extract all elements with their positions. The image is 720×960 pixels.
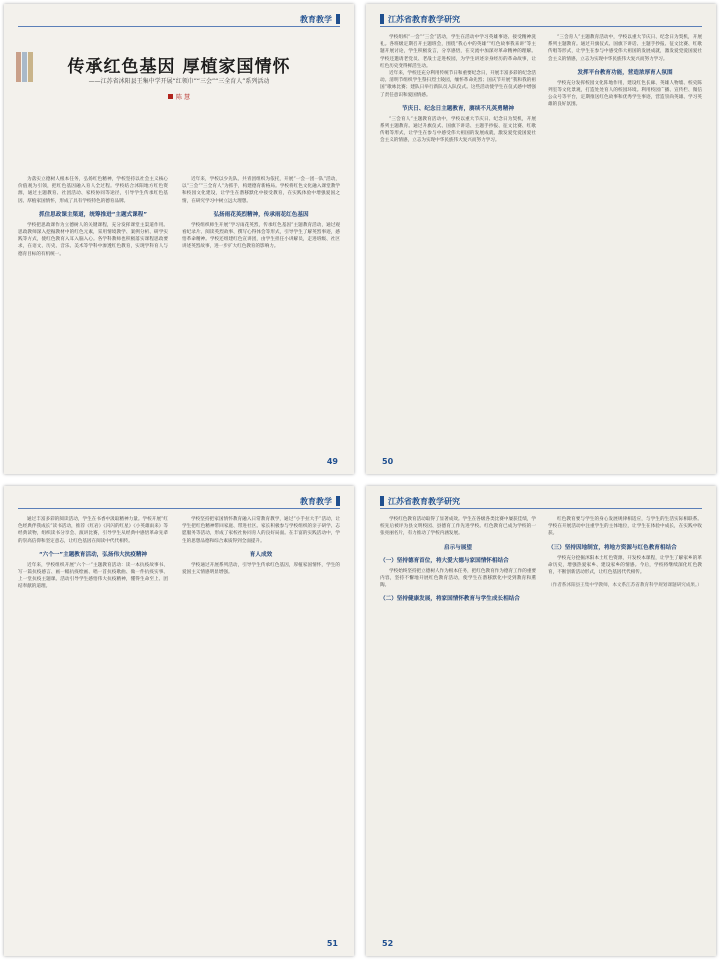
page-49 <box>4 4 354 474</box>
body-paragraph: 学校坚持把家国情怀教育融入日常教育教学，通过“小手拉大手”活动，让学生把红色精神带回家庭、带进社区。家长积极参与学校组织的亲子研学、志愿服务等活动，形成了家校社协同育人的良好局面。在丰富的实践活动中，学生的思想品德和综合素质得到全面提升。 <box>182 517 340 544</box>
page-number: 49 <box>326 457 338 466</box>
page-header <box>380 494 460 508</box>
column-right <box>182 516 340 576</box>
subsection-heading: （二）坚持健康发展，将家国情怀教育与学生成长相结合 <box>380 596 520 603</box>
section-paragraph: 学校通过开展系列活动，引导学生传承红色基因，厚植家国情怀，学生的爱国主义情感明显增强。 <box>182 562 340 576</box>
column-left <box>18 176 168 258</box>
section-paragraph: 近年来，学校组织开展“六个一”主题教育活动：读一本抗疫故事书、写一篇抗疫感言、画一幅抗疫绘画、唱一首抗疫歌曲、做一件抗疫实事、上一堂抗疫主题课。活动引导学生感悟伟大抗疫精神，懂得生命至上、团结奉献的道理。 <box>18 562 168 590</box>
page-number: 50 <box>382 457 394 466</box>
page-number: 51 <box>326 939 338 948</box>
page-header <box>380 12 460 26</box>
subsection-heading: （一）坚持德育首位，将大爱大德与家国情怀相结合 <box>380 557 509 564</box>
section-heading: 育人成效 <box>249 551 273 558</box>
section-heading: 启示与展望 <box>444 544 472 551</box>
body-paragraph: 学校组织“一会”“三会”活动，学生在活动中学习英雄事迹、接受精神洗礼。各班级定期召开主题班会，围绕“我心中的英雄”“红色故事我来讲”等主题开展讨论，学生积极发言，分享感悟，在交流中加深对革命精神的理解。学校还邀请老党员、老战士走进校园，为学生讲述亲身经历的革命故事，让红色历史变得鲜活生动。 <box>380 35 536 69</box>
column-left <box>18 516 168 591</box>
page-header <box>300 12 340 26</box>
body-paragraph: 通过丰富多彩的阅读活动，学生在书香中汲取精神力量。学校开展“红色经典伴我成长”读书活动，推荐《红岩》《闪闪的红星》《小英雄雨来》等经典读物，组织读书分享会、演讲比赛，引导学生从经典中感悟革命先辈的崇高信仰和坚定意志，让红色基因在阅读中代代相传。 <box>18 517 168 544</box>
header-label: 教育教学 <box>300 14 332 24</box>
section-paragraph: 学校组织师生开展“学习雨花英烈，传承红色基因”主题教育活动，通过观看纪录片、阅读英烈故事、撰写心得体会等形式，引导学生了解英烈事迹，感悟革命精神。学校还组建红色宣讲团，由学生担任小讲解员，走进班级、社区讲述英烈故事，进一步扩大红色教育的影响力。 <box>182 222 340 250</box>
column-left <box>380 34 536 145</box>
article-title: 传承红色基因 厚植家国情怀 <box>67 57 291 77</box>
body-paragraph: 学校始终坚持把立德树人作为根本任务，把红色教育作为德育工作的重要内容，坚持不懈地开展红色教育活动，使学生在潜移默化中受到教育和熏陶。 <box>380 568 537 589</box>
section-heading: “六个一”主题教育活动，弘扬伟大抗疫精神 <box>38 551 148 558</box>
body-paragraph: 学校红色教育活动取得了显著成效。学生在各级各类比赛中屡获佳绩，学校先后被评为县文明校园、县德育工作先进学校。红色教育已成为学校的一张亮丽名片，有力推动了学校内涵发展。 <box>380 517 537 537</box>
page-50 <box>366 4 716 474</box>
column-right <box>548 516 702 589</box>
section-paragraph: 学校充分发挥校园文化阵地作用，建设红色长廊、英雄人物墙、校史陈列室等文化景观，打造处处育人的校园环境。利用校园广播、宣传栏、微信公众号等平台，定期推送红色故事和优秀学生事迹，营造崇尚英雄、学习英雄的良好氛围。 <box>548 80 702 108</box>
header-bar-icon <box>336 496 340 506</box>
body-paragraph: 近年来，学校以少先队、共青团组织为依托，开展“一会一团一队”活动，以“三会”“三全育人”为抓手，构建德育新格局。学校将红色文化融入课堂教学和校园文化建设，让学生在潜移默化中接受教育，在实践体验中增强爱国之情，在研究学习中树立远大理想。 <box>182 177 340 204</box>
header-rule <box>380 26 702 27</box>
column-right <box>548 34 702 109</box>
article-subtitle: ——江苏省沭阳县王集中学开展“红领巾”“三会”“三全育人”系列活动 <box>88 78 270 85</box>
intro-paragraph: 为落实立德树人根本任务，弘扬红色精神，学校坚持以社会主义核心价值观为引领，把红色基因融入育人全过程。学校结合沭阳地方红色资源，通过主题教育、社团活动、家校协同等途径，引导学生传承红色基因、厚植家国情怀，形成了具有学校特色的德育品牌。 <box>18 177 168 204</box>
page-51 <box>4 486 354 956</box>
body-paragraph: 近年来，学校还充分利用传统节日和重要纪念日，开展丰富多彩的纪念活动。清明节组织学生祭扫烈士陵园，缅怀革命先烈；国庆节开展“我和我的祖国”歌咏比赛；建队日举行新队员入队仪式。这些活动使学生在仪式感中增强了责任意识和爱国情感。 <box>380 71 537 98</box>
subsection-heading: （三）坚持因地制宜，将地方资源与红色教育相结合 <box>548 544 677 551</box>
section-heading: 节庆日、纪念日主题教育，赓续不凡英勇精神 <box>402 105 514 112</box>
header-bar-icon <box>380 14 384 24</box>
header-label: 江苏省教育教学研究 <box>388 14 460 24</box>
page-52 <box>366 486 716 956</box>
author-note: （作者系沭阳县王集中学教师，本文系江苏省教育科学规划课题研究成果。） <box>548 583 702 589</box>
page-number: 52 <box>382 939 394 948</box>
page-header <box>300 494 340 508</box>
body-paragraph: “三会育人”主题教育活动中，学校以重大节庆日、纪念日为契机，开展系列主题教育。通过升旗仪式、国旗下讲话、主题手抄报、征文比赛、红歌传唱等形式，让学生在参与中感受伟大祖国的发展成就，激发爱党爱国爱社会主义的情感，立志为实现中华民族伟大复兴而努力学习。 <box>548 35 702 62</box>
author-square-icon <box>168 94 173 99</box>
article-author: 陈 慧 <box>4 92 354 101</box>
column-right <box>182 176 340 251</box>
header-bar-icon <box>380 496 384 506</box>
header-label: 江苏省教育教学研究 <box>388 496 460 506</box>
header-bar-icon <box>336 14 340 24</box>
header-rule <box>380 508 702 509</box>
header-label: 教育教学 <box>300 496 332 506</box>
section-paragraph: “三会育人”主题教育活动中，学校以重大节庆日、纪念日为契机，开展系列主题教育。通过升旗仪式、国旗下讲话、主题手抄报、征文比赛、红歌传唱等形式，让学生在参与中感受伟大祖国的发展成就，激发爱党爱国爱社会主义的情感，立志为实现中华民族伟大复兴而努力学习。 <box>380 116 536 144</box>
section-heading: 发挥平台教育功能，营造浓厚育人氛围 <box>577 69 673 76</box>
body-paragraph: 学校充分挖掘沭阳本土红色资源，开发校本课程，让学生了解家乡的革命历史，增强热爱家乡、建设家乡的情感。今后，学校将继续深化红色教育，不断创新活动形式，让红色基因代代相传。 <box>548 555 702 576</box>
section-heading: 弘扬雨花英烈精神，传承雨花红色基因 <box>213 211 309 218</box>
section-heading: 抓住思政课主渠道，统筹推进“主题式课程” <box>38 211 148 218</box>
header-rule <box>18 26 340 27</box>
header-rule <box>18 508 340 509</box>
column-left <box>380 516 536 606</box>
section-paragraph: 学校把思政课作为立德树人的关键课程，充分发挥课堂主渠道作用。思政教师深入挖掘教材中的红色元素，采用情境教学、案例分析、研学实践等方式，使红色教育入耳入脑入心。各学科教师也积极落实课程思政要求，在语文、历史、音乐、美术等学科中渗透红色教育，实现学科育人与德育目标的有机统一。 <box>18 222 168 257</box>
body-paragraph: 红色教育要与学生的身心发展规律相适应，与学生的生活实际相联系。学校在开展活动中注重学生的主体地位，让学生在体验中成长，在实践中收获。 <box>548 517 702 537</box>
